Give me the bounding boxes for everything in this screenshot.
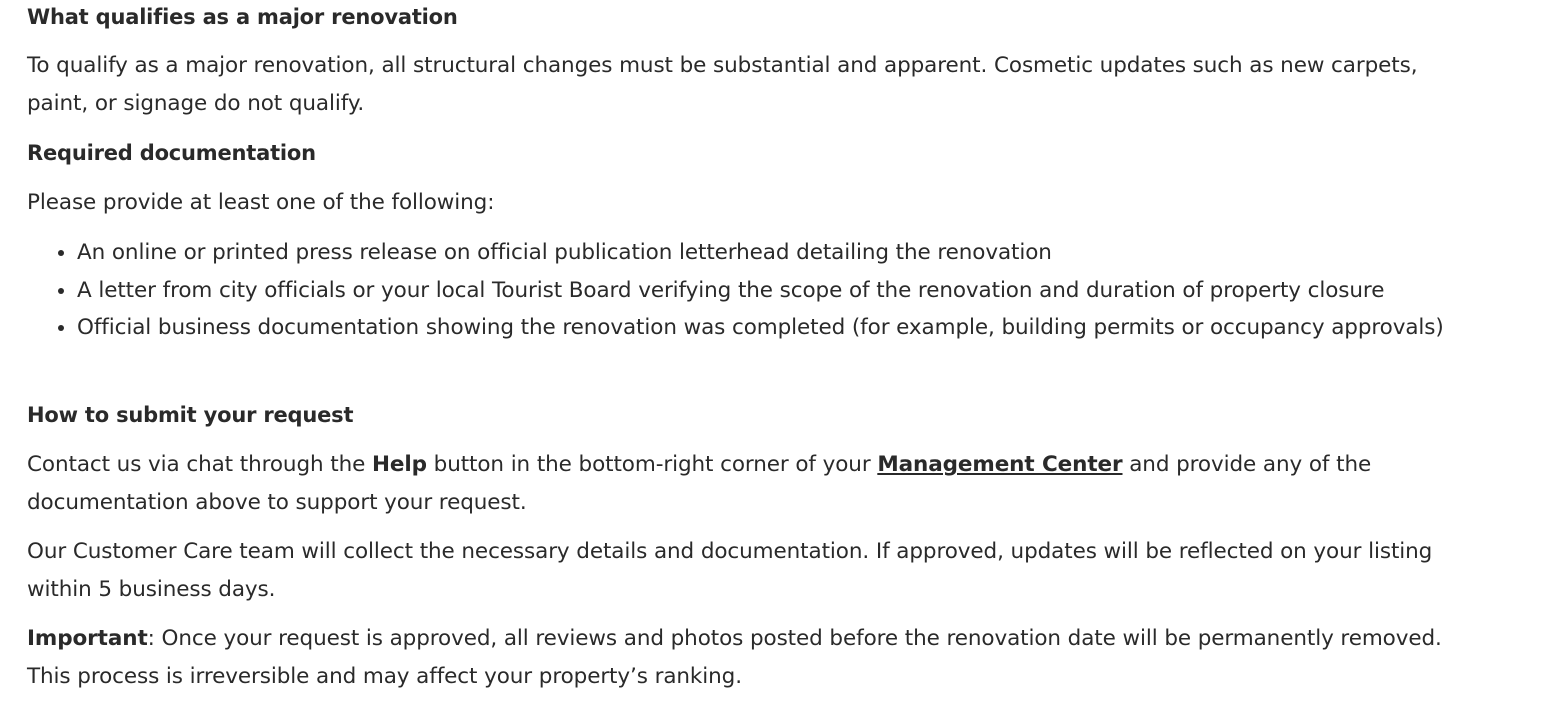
contact-suffix: and provide any of the documentation above to support your request. <box>27 452 1372 515</box>
contact-prefix: Contact us via chat through the <box>27 452 372 477</box>
important-label: Important <box>27 626 148 651</box>
contact-paragraph <box>27 446 1467 521</box>
important-text: : Once your request is approved, all reviews and photos posted before the renovation date will be permanently removed. This process is irreversible and may affect your property’s ranking. <box>27 626 1442 689</box>
care-team-paragraph: Our Customer Care team will collect the necessary details and documentation. If approved, updates will be reflected on your listing within 5 business days. <box>27 539 1433 602</box>
section-heading-qualify: What qualifies as a major renovation <box>27 5 458 29</box>
list-item: • An online or printed press release on official publication letterhead detailing the renovation <box>77 234 1557 272</box>
help-label: Help <box>371 452 427 477</box>
contact-middle: button in the bottom-right corner of your <box>426 452 878 477</box>
section-heading-documentation: Required documentation <box>27 141 316 165</box>
documentation-intro: Please provide at least one of the following: <box>27 190 495 215</box>
important-paragraph <box>27 620 1467 695</box>
management-center-link[interactable]: Management Center <box>877 452 1123 477</box>
list-item: • Official business documentation showing the renovation was completed (for example, building permits or occupancy approvals) <box>77 309 1557 347</box>
qualify-paragraph: To qualify as a major renovation, all structural changes must be substantial and apparent. Cosmetic updates such as new carpets, paint, or signage do not qualify. <box>27 53 1418 116</box>
list-item: • A letter from city officials or your local Tourist Board verifying the scope of the renovation and duration of property closure <box>77 272 1557 310</box>
section-heading-submit: How to submit your request <box>27 403 354 427</box>
documentation-list <box>27 234 1557 347</box>
